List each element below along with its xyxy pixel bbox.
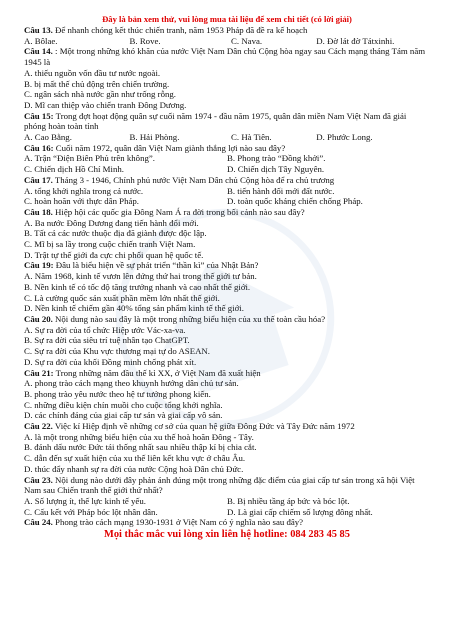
option-b: B. Bị nhiều tầng áp bức và bóc lột. [227, 495, 350, 506]
option-d: D. Chiến dịch Tây Nguyên. [227, 164, 325, 175]
option-b: B. Hải Phòng. [129, 132, 180, 143]
question-text: Đâu là biểu hiện về sự phát triển “thần kì” của Nhật Bản? [55, 260, 259, 271]
option-c: C. Sự ra đời của Khu vực thương mại tự do ASEAN. [24, 346, 210, 357]
option-b: B. đánh dấu nước Đức tái thống nhất sau nhiều thập kỉ bị chia cắt. [24, 442, 257, 453]
question-number: Câu 19: [24, 260, 54, 271]
question-text: Nội dung nào dưới đây phản ánh đúng một trong những đặc điểm của giai cấp tư sản trong xã hội Việt Nam sau Chiến tranh thế giới thứ nhất? [24, 474, 415, 496]
option-d: D. Mĩ can thiệp vào chiến tranh Đông Dương. [24, 99, 187, 110]
option-c: C. Mĩ bị sa lầy trong cuộc chiến tranh Việt Nam. [24, 239, 196, 250]
option-a: A. Ba nước Đông Dương đang tiến hành đổi mới. [24, 217, 199, 228]
option-a: A. Năm 1968, kinh tế vươn lên đứng thứ hai trong thế giới tư bản. [24, 271, 257, 282]
option-b: B. Sự ra đời của siêu trí tuệ nhân tạo ChatGPT. [24, 335, 190, 346]
question-17 [24, 175, 430, 207]
option-a: A. Trận “Điện Biên Phủ trên không”. [24, 153, 155, 164]
option-c: C. Nava. [231, 35, 263, 46]
question-text: Nội dung nào sau đây là một trong những biểu hiện của xu thế toàn cầu hóa? [55, 313, 326, 324]
option-b: B. Phong trào “Đồng khởi”. [227, 153, 326, 164]
option-a: A. thiếu nguồn vốn đầu tư nước ngoài. [24, 67, 161, 78]
option-c: C. Cấu kết với Pháp bóc lột nhân dân. [24, 506, 158, 517]
question-number: Câu 24. [24, 517, 53, 528]
question-number: Câu 18. [24, 206, 53, 217]
question-number: Câu 15: [24, 110, 54, 121]
option-c: C. Hà Tiên. [231, 132, 272, 143]
option-c: C. những điều kiện chín muồi cho cuộc tổng khởi nghĩa. [24, 399, 223, 410]
option-a: A. Cao Bằng. [24, 132, 72, 143]
question-23 [24, 475, 430, 518]
preview-banner: Đây là bản xem thử, vui lòng mua tài liệu để xem chi tiết (có lời giải) [102, 14, 352, 24]
option-b: B. Nền kinh tế có tốc độ tăng trưởng nhanh và cao nhất thế giới. [24, 281, 251, 292]
option-d: D. thúc đẩy nhanh sự ra đời của nước Cộng hoà Dân chủ Đức. [24, 463, 244, 474]
question-number: Câu 23. [24, 474, 53, 485]
option-a: A. Số lượng ít, thế lực kinh tế yếu. [24, 495, 146, 506]
question-text: Tháng 3 - 1946, Chính phủ nước Việt Nam Dân chủ Cộng hòa để ra chủ trương [54, 174, 335, 185]
option-b: B. tiến hành đối mới đất nước. [227, 185, 335, 196]
option-a: A. Bôlae. [24, 35, 58, 46]
option-d: D. Sự ra đời của khối Đồng minh chống phát xít. [24, 356, 197, 367]
option-c: C. Chiến dịch Hồ Chí Minh. [24, 164, 124, 175]
question-text: Trong đợt hoạt động quân sự cuối năm 1974 - đầu năm 1975, quân dân miền Nam Việt Nam đã giải phóng hoàn toàn tỉnh [24, 110, 407, 132]
question-number: Câu 21: [24, 367, 54, 378]
question-text: Phong trào cách mạng 1930-1931 ở Việt Nam có ý nghĩa nào sau đây? [55, 517, 304, 528]
question-22 [24, 421, 430, 475]
question-text: : Một trong những khó khăn của nước Việt Nam Dân chủ Cộng hòa ngay sau Cách mạng tháng Tám năm 1945 là [24, 46, 426, 68]
question-text: Việc kí Hiệp định về những cơ sở của quan hệ giữa Đông Đức và Tây Đức năm 1972 [54, 421, 355, 432]
option-d: D. Trật tự thế giới đa cực chi phối quan hệ quốc tế. [24, 249, 204, 260]
option-a: A. tổng khởi nghĩa trong cả nước. [24, 185, 144, 196]
question-number: Câu 20. [24, 313, 53, 324]
option-b: B. bị mất thế chủ động trên chiến trường. [24, 78, 170, 89]
option-c: C. ngân sách nhà nước gần như trống rỗng. [24, 89, 176, 100]
question-19 [24, 260, 430, 314]
option-a: A. là một trong những biểu hiện của xu thế hoà hoãn Đông - Tây. [24, 431, 254, 442]
option-d: D. Nền kinh tế chiếm gần 40% tổng sản phẩm kinh tế thế giới. [24, 303, 244, 314]
option-a: A. phong trào cách mạng theo khuynh hướng dân chủ tư sản. [24, 378, 239, 389]
option-d: D. toàn quốc kháng chiến chống Pháp. [227, 196, 363, 207]
option-b: B. Tất cả các nước thuộc địa đã giành được độc lập. [24, 228, 207, 239]
question-number: Câu 22. [24, 421, 53, 432]
question-text: Hiệp hội các quốc gia Đông Nam Á ra đời trong bối cảnh nào sau đây? [55, 206, 305, 217]
question-number: Câu 14. [24, 46, 53, 57]
question-16 [24, 143, 430, 175]
option-a: A. Sự ra đời của tổ chức Hiệp ước Vác-xa-va. [24, 324, 186, 335]
option-c: C. hoàn hoãn với thực dân Pháp. [24, 196, 139, 207]
option-b: B. phong trào yêu nước theo hệ tư tưởng phong kiến. [24, 388, 211, 399]
question-15 [24, 111, 430, 143]
option-d: D. Phước Long. [316, 132, 373, 143]
question-14 [24, 46, 430, 110]
option-d: D. các chính đảng của giai cấp tư sản và giai cấp vô sản. [24, 410, 223, 421]
question-text: Trong những năm đầu thế kỉ XX, ở Việt Nam đã xuất hiện [55, 367, 261, 378]
question-text: Để nhanh chóng kết thúc chiến tranh, năm 1953 Pháp đã đề ra kế hoạch [55, 25, 308, 35]
question-21 [24, 368, 430, 422]
question-20 [24, 314, 430, 368]
option-b: B. Rove. [129, 35, 161, 46]
hotline-banner: Mọi thắc mắc vui lòng xin liên hệ hotline: 084 283 45 85 [104, 529, 350, 541]
option-d: D. Là giai cấp chiếm số lượng đông nhất. [227, 506, 373, 517]
question-text: Cuối năm 1972, quân dân Việt Nam giành thắng lợi nào sau đây? [55, 142, 286, 153]
question-18 [24, 207, 430, 261]
option-c: C. Là cường quốc sản xuất phần mềm lớn nhất thế giới. [24, 292, 220, 303]
question-number: Câu 16: [24, 142, 54, 153]
question-24 [24, 517, 430, 528]
question-number: Câu 13. [24, 25, 53, 35]
question-13 [24, 25, 430, 46]
question-number: Câu 17. [24, 174, 53, 185]
option-c: C. dẫn đến sự xuất hiện của xu thế liên kết khu vực ở châu Âu. [24, 453, 246, 464]
option-d: D. Đờ lát đờ Tátxinhi. [316, 35, 395, 46]
